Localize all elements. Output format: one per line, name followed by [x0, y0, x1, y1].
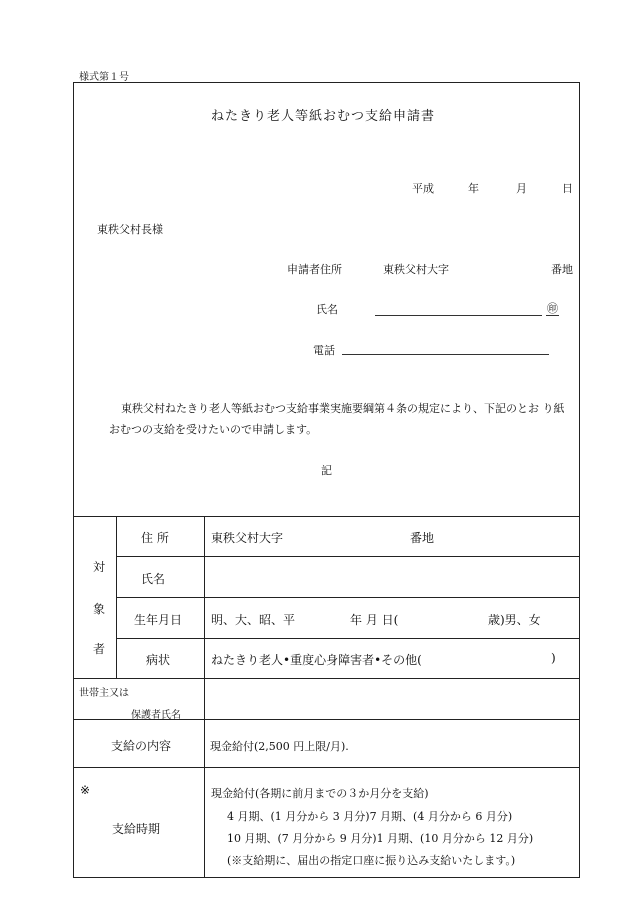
applicant-phone-label: 電話: [313, 344, 335, 357]
householder-label-2: 保護者氏名: [131, 710, 181, 721]
applicant-name-label: 氏名: [316, 303, 338, 316]
subject-address-label: 住 所: [141, 531, 169, 545]
row-line-6: [73, 767, 580, 768]
subject-condition-value[interactable]: ねたきり老人•重度心身障害者•その他(: [211, 653, 422, 667]
date-day: 日: [562, 182, 573, 195]
col-line-b: [204, 516, 205, 878]
applicant-banchi: 番地: [551, 263, 573, 276]
applicant-address-label: 申請者住所: [287, 263, 342, 276]
row-line-2: [116, 597, 580, 598]
timing-line-3: 10 月期、(7 月分から 9 月分)1 月期、(10 月分から 12 月分): [227, 832, 534, 845]
subject-char-1: 対: [93, 560, 106, 574]
seal-underline: [546, 315, 559, 316]
householder-label-1: 世帯主又は: [79, 688, 129, 699]
timing-mark: ※: [80, 783, 91, 797]
subject-birth-era[interactable]: 明、大、昭、平: [211, 613, 296, 627]
form-title: ねたきり老人等紙おむつ支給申請書: [211, 109, 436, 124]
subject-address-value[interactable]: 東秩父村大字: [211, 531, 284, 545]
seal-mark: ㊞: [547, 302, 558, 315]
body-line-1: 東秩父村ねたきり老人等紙おむつ支給事業実施要綱第４条の規定により、下記のとお り紙: [121, 402, 565, 415]
applicant-address-value[interactable]: 東秩父村大字: [383, 263, 449, 276]
subject-condition-label: 病状: [146, 653, 171, 667]
row-line-1: [116, 556, 580, 557]
subject-char-2: 象: [93, 602, 106, 616]
col-line-a: [116, 516, 117, 678]
subject-birth-date[interactable]: 年 月 日(: [350, 613, 399, 627]
subject-birth-label: 生年月日: [134, 613, 183, 627]
timing-label: 支給時期: [112, 822, 161, 836]
addressee: 東秩父村長様: [97, 223, 163, 236]
subject-char-3: 者: [93, 642, 106, 656]
row-line-4: [73, 678, 580, 679]
date-era: 平成: [412, 182, 434, 195]
applicant-phone-line[interactable]: [342, 354, 549, 355]
form-number: 様式第１号: [79, 72, 129, 83]
content-label: 支給の内容: [111, 739, 172, 753]
date-year: 年: [468, 182, 479, 195]
subject-condition-close: ): [551, 651, 556, 665]
body-line-2: おむつの支給を受けたいので申請します。: [109, 423, 318, 436]
row-line-3: [116, 638, 580, 639]
applicant-name-line[interactable]: [375, 315, 542, 316]
ki-mark: 記: [321, 464, 332, 477]
table-top-line: [73, 516, 580, 517]
content-value: 現金給付(2,500 円上限/月).: [210, 740, 349, 753]
form-frame: [73, 82, 580, 878]
date-month: 月: [516, 182, 527, 195]
timing-line-4: (※支給期に、届出の指定口座に振り込み支給いたします。): [227, 854, 516, 867]
subject-age-gender[interactable]: 歳)男、女: [488, 613, 541, 627]
timing-line-2: 4 月期、(1 月分から 3 月分)7 月期、(4 月分から 6 月分): [227, 810, 513, 823]
subject-name-label: 氏名: [141, 572, 166, 586]
subject-address-banchi: 番地: [410, 531, 435, 545]
timing-line-1: 現金給付(各期に前月までの３か月分を支給): [211, 787, 429, 800]
